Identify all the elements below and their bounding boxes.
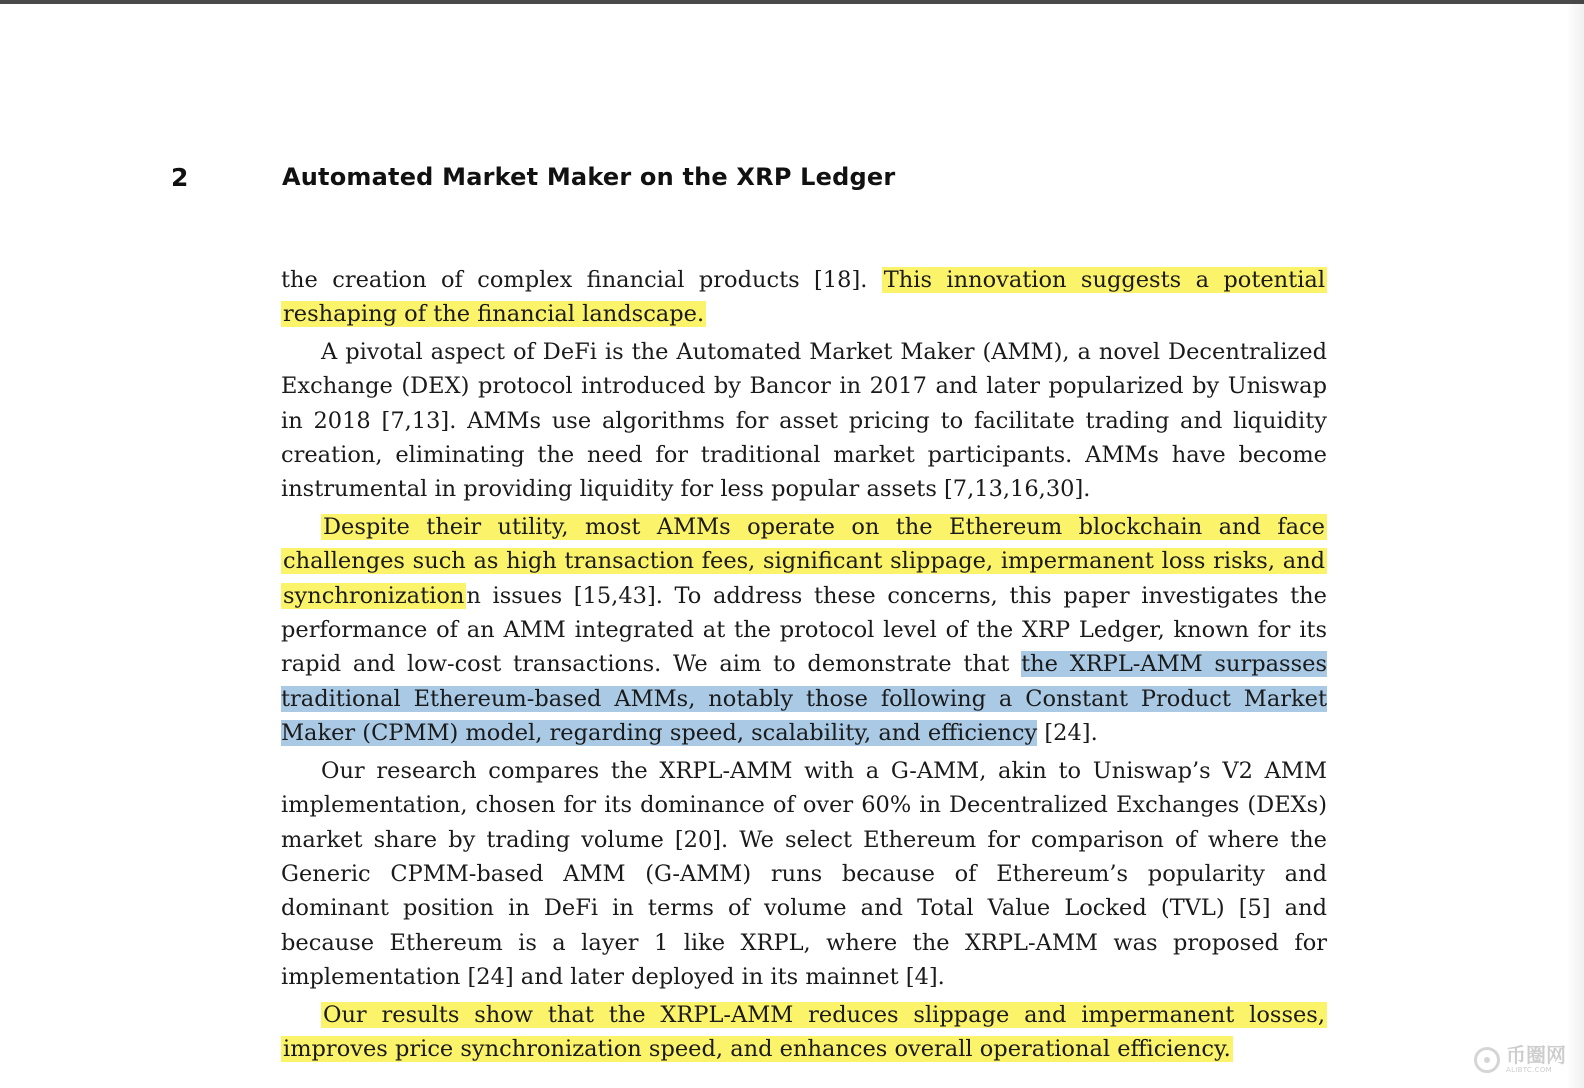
text-segment: [24]. xyxy=(1044,720,1098,747)
watermark-sub: ALIBTC.COM xyxy=(1506,1066,1552,1074)
paragraph-4 xyxy=(281,754,1327,995)
yellow-highlight: This innovation suggests a potential reshaping of the financial landscape. xyxy=(283,267,1326,328)
coin-logo-icon xyxy=(1474,1047,1500,1073)
blue-highlight: the XRPL-AMM surpasses traditional Ethereum-based AMMs, notably those following a Constant Product Market Maker (CPMM) model, regarding speed, scalability, and efficiency xyxy=(281,651,1327,747)
running-title: Automated Market Maker on the XRP Ledger xyxy=(282,163,896,191)
body-text xyxy=(281,263,1327,1069)
text-segment: Our research compares the XRPL-AMM with a G-AMM, akin to Uniswap’s V2 AMM implementation, chosen for its dominance of over 60% in Decentralized Exchanges (DEXs) market share by trading volume [20]. We select Ethereum for comparison of where the Generic CPMM-based AMM (G-AMM) runs because of Ethereum’s popularity and dominant position in DeFi in terms of volume and Total Value Locked (TVL) [5] and because Ethereum is a layer 1 like XRPL, where the XRPL-AMM was proposed for implementation [24] and later deployed in its mainnet [4]. xyxy=(281,757,1327,991)
yellow-highlight: Despite their utility, most AMMs operate on the Ethereum blockchain and face challenges such as high transaction fees, significant slippage, impermanent loss risks, and synchronization xyxy=(283,513,1325,609)
watermark-main: 币圈网 xyxy=(1506,1043,1566,1067)
text-segment: the creation of complex financial products [18]. xyxy=(281,267,868,293)
yellow-highlight: Our results show that the XRPL-AMM reduces slippage and impermanent losses, improves price synchronization speed, and enhances overall operational efficiency. xyxy=(283,1001,1325,1062)
window-top-border xyxy=(0,0,1584,4)
paragraph-1 xyxy=(281,263,1327,332)
text-segment: issues [15,43]. To address these concerns, this paper investigates the performance of an AMM integrated at the protocol level of the XRP Ledger, known for its rapid and low-cost transactions. We aim to demonstrate that xyxy=(281,582,1327,678)
paragraph-2 xyxy=(281,335,1327,507)
text-segment: A pivotal aspect of DeFi is the Automated Market Maker (AMM), a novel Decentralized Exchange (DEX) protocol introduced by Bancor in 2017 and later popularized by Uniswap in 2018 [7,13]. AMMs use algorithms for asset pricing to facilitate trading and liquidity creation, eliminating the need for traditional market participants. AMMs have become instrumental in providing liquidity for less popular assets [7,13,16,30]. xyxy=(281,338,1327,503)
page-edge-shadow xyxy=(1566,0,1584,1088)
watermark xyxy=(1474,1045,1566,1074)
paragraph-3: Despite their utility, most AMMs operate on the Ethereum blockchain and face challenges such as high transaction fees, significant slippage, impermanent loss risks, and synchronizationn issues [15,43]. To address these concerns, this paper investigates the performance of an AMM integrated at the protocol level of the XRP Ledger, known for its rapid and low-cost transactions. We aim to demonstrate that the XRPL-AMM surpasses traditional Ethereum-based AMMs, notably those following a Constant Product Market Maker (CPMM) model, regarding speed, scalability, and efficiency [24]. xyxy=(281,513,1327,747)
paragraph-5 xyxy=(281,998,1327,1067)
watermark-text xyxy=(1506,1045,1566,1074)
page-number: 2 xyxy=(171,163,189,192)
